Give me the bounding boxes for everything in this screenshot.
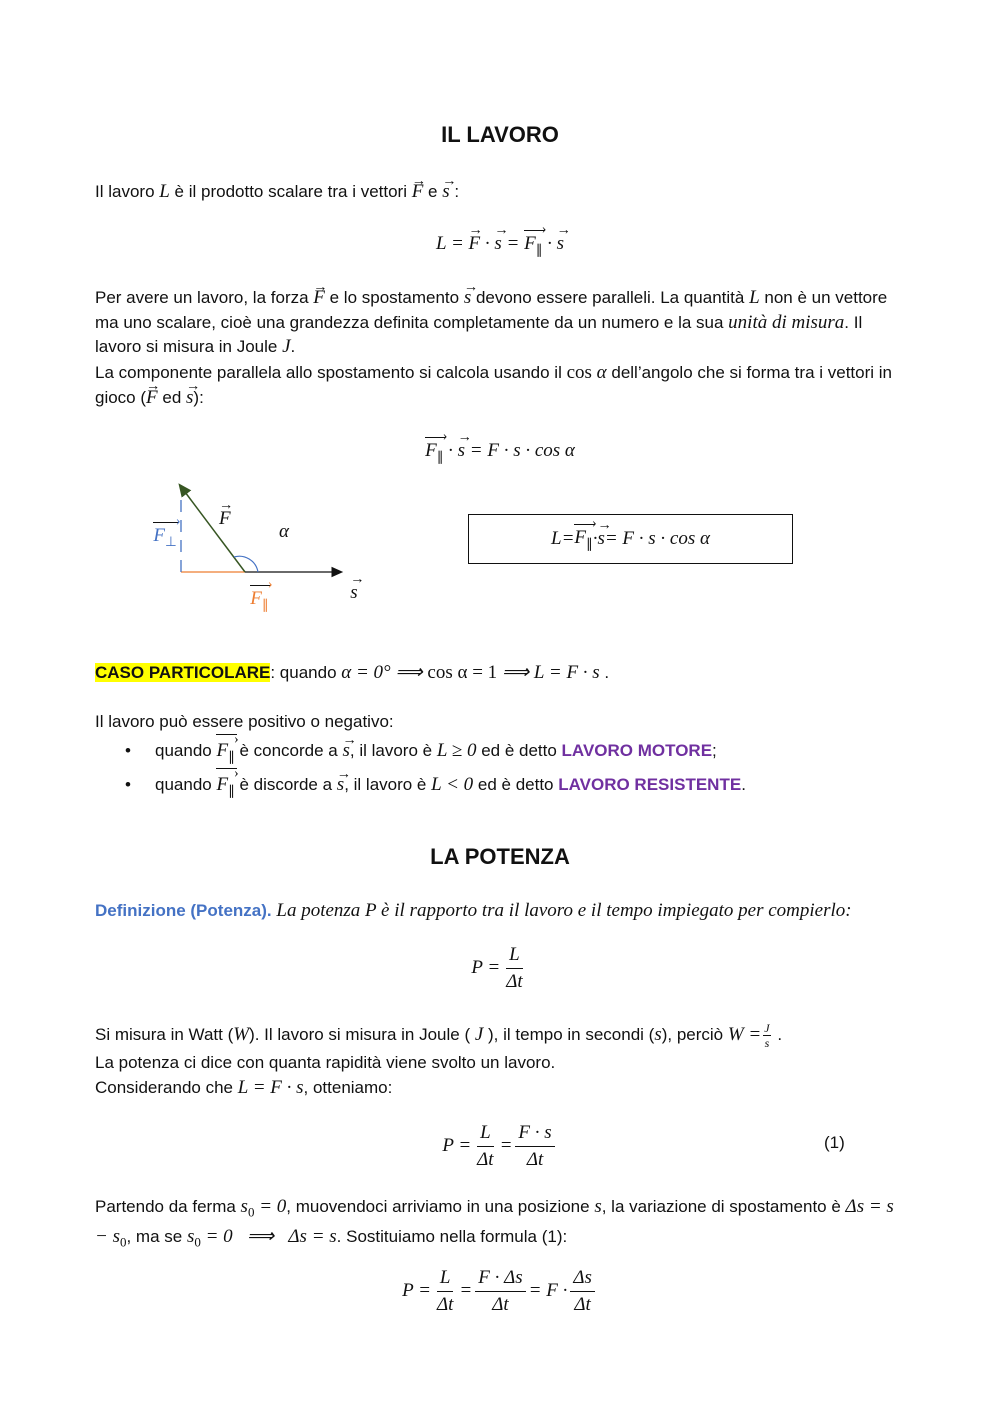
- math-s: s: [186, 1225, 195, 1247]
- math-L: L: [159, 181, 170, 202]
- text: , il lavoro è: [349, 741, 437, 760]
- text: Il lavoro: [95, 182, 160, 201]
- vector-s: → s: [458, 440, 465, 462]
- text: . Il lavoro si misura in Joule: [95, 312, 863, 356]
- math-L-Fs: ⟹ L = F · s: [501, 662, 600, 683]
- vector-F-parallel: [425, 440, 443, 465]
- definition-paragraph: [95, 899, 925, 924]
- numerator: F · s: [515, 1120, 554, 1147]
- text: , la variazione di spostamento è: [601, 1197, 846, 1216]
- text: non è un vettore ma uno scalare, cioè una grandezza definita completamente da un numero e la sua: [95, 288, 888, 332]
- equation-1: [0, 1120, 1000, 1173]
- denominator: s: [764, 1036, 770, 1050]
- text: , ma se: [126, 1226, 187, 1246]
- term-lavoro-motore: LAVORO MOTORE: [561, 741, 713, 760]
- perp-subscript: ⊥: [164, 533, 177, 549]
- denominator: Δt: [506, 971, 523, 992]
- vector-F-parallel: [524, 233, 542, 258]
- text: Si misura in Watt (: [95, 1024, 234, 1044]
- sign-list: [95, 737, 905, 805]
- vector-s: → s: [337, 771, 344, 799]
- diagram-label-F-perp: [153, 525, 176, 550]
- text: .: [741, 774, 746, 794]
- math-alpha-zero: α = 0° ⟹: [341, 662, 428, 683]
- op: =: [501, 233, 525, 254]
- vector-s: → s: [342, 737, 349, 765]
- text: ), perciò: [661, 1024, 728, 1044]
- math-W: W: [233, 1023, 250, 1045]
- text: devono essere paralleli. La quantità: [471, 288, 750, 307]
- vector-F: → F: [412, 180, 424, 205]
- math-cos: cos: [566, 362, 597, 383]
- equation-number: (1): [824, 1133, 845, 1152]
- text: ). Il lavoro si misura in Joule (: [249, 1024, 475, 1044]
- definition-text: La potenza P è il rapporto tra il lavoro e il tempo impiegato per compierlo:: [271, 900, 852, 921]
- vector-F: → F: [313, 286, 325, 311]
- force-vector: [182, 488, 245, 572]
- numerator: L: [437, 1265, 454, 1292]
- op: =: [459, 1279, 473, 1301]
- text: ):: [193, 387, 204, 407]
- text: quando: [155, 741, 217, 760]
- math-F: F: [524, 233, 536, 254]
- text: :: [449, 182, 460, 201]
- text: , otteniamo:: [303, 1078, 393, 1097]
- fraction-J-over-s: [763, 1021, 770, 1050]
- text: ed è detto: [473, 774, 559, 794]
- math-L: L: [551, 528, 562, 549]
- subscript: 0: [194, 1234, 201, 1250]
- text: dell’angolo che si forma tra i vettori in gioco (: [95, 363, 892, 407]
- math-F: F: [574, 526, 587, 548]
- op: ·: [443, 440, 458, 461]
- special-case-label: CASO PARTICOLARE: [95, 663, 271, 682]
- sign-intro: Il lavoro può essere positivo o negativo:: [95, 712, 394, 731]
- math-inequality: L < 0: [431, 773, 474, 795]
- text: ;: [712, 741, 717, 760]
- math-J: J: [282, 336, 291, 357]
- parallel-subscript: ∥: [228, 782, 235, 798]
- vector-s: → s: [186, 386, 193, 411]
- math-cos-one: cos α = 1: [427, 662, 502, 683]
- parallel-subscript: ∥: [586, 535, 593, 551]
- numerator: L: [477, 1120, 494, 1147]
- fraction: [475, 1265, 525, 1318]
- text: .: [599, 663, 610, 682]
- text: . Sostituiamo nella formula (1):: [336, 1226, 568, 1246]
- fraction: [503, 942, 525, 995]
- starting-paragraph: [95, 1195, 907, 1255]
- text: , il lavoro è: [344, 774, 432, 794]
- diagram-label-F: → F: [219, 508, 231, 530]
- vector-F: → F: [146, 386, 158, 411]
- math-alpha: α: [596, 362, 607, 383]
- parallel-subscript: ∥: [535, 241, 543, 257]
- text: .: [290, 337, 296, 356]
- list-item: [95, 737, 905, 771]
- math-J: J: [474, 1023, 484, 1045]
- math-F: F: [216, 740, 229, 761]
- text: Partendo da ferma: [95, 1197, 241, 1216]
- math-F: F: [250, 588, 262, 609]
- text: è discorde a: [234, 774, 337, 794]
- math-L: L: [749, 287, 760, 308]
- text: La componente parallela allo spostamento si calcola usando il: [95, 363, 567, 382]
- math-W: W =: [727, 1023, 762, 1045]
- text: e: [423, 182, 443, 201]
- text: Considerando che: [95, 1078, 238, 1097]
- math-F: F: [153, 525, 165, 546]
- numerator: L: [506, 942, 523, 969]
- vector-F-parallel: [216, 771, 234, 805]
- fraction: [434, 1265, 456, 1318]
- subscript: 0: [119, 1234, 127, 1250]
- op: =: [561, 528, 575, 549]
- op: = F ·: [528, 1279, 568, 1301]
- diagram-label-F-par: [250, 588, 268, 613]
- op: ·: [480, 233, 495, 254]
- equation-rest: = F · s · cos α: [604, 528, 710, 549]
- text: è concorde a: [234, 741, 343, 760]
- math-P: P =: [471, 956, 501, 978]
- denominator: Δt: [574, 1294, 591, 1315]
- term-lavoro-resistente: LAVORO RESISTENTE: [558, 774, 742, 794]
- text: ), il tempo in secondi (: [483, 1024, 655, 1044]
- math-eq: = 0: [254, 1196, 287, 1217]
- math-s: s: [240, 1196, 248, 1217]
- math-s: s: [654, 1023, 662, 1045]
- math-F: F: [425, 440, 437, 461]
- angle-arc: [234, 556, 258, 572]
- math-F: F: [216, 773, 229, 795]
- vector-s: → s: [557, 233, 564, 255]
- text: e lo spostamento: [324, 288, 464, 307]
- vector-s: → s: [442, 180, 449, 205]
- op: =: [446, 233, 469, 254]
- vector-F-parallel: [574, 527, 592, 552]
- fraction: [474, 1120, 496, 1173]
- diagram-label-alpha: α: [279, 521, 289, 542]
- numerator: J: [764, 1021, 770, 1035]
- text: ed: [157, 387, 186, 407]
- equation-2: [0, 1265, 1000, 1318]
- special-case-line: [95, 661, 905, 686]
- denominator: Δt: [436, 1294, 454, 1315]
- vector-s: → s: [494, 233, 501, 255]
- denominator: Δt: [526, 1149, 544, 1170]
- vector-F: → F: [469, 233, 481, 255]
- vector-s: → s: [464, 286, 471, 311]
- definition-label: Definizione (Potenza).: [95, 901, 272, 920]
- math-P: P =: [442, 1134, 472, 1156]
- op: =: [499, 1134, 513, 1156]
- rapidity-line: La potenza ci dice con quanta rapidità viene svolto un lavoro.: [95, 1053, 556, 1072]
- numerator: Δs: [570, 1265, 595, 1292]
- op: ·: [542, 233, 557, 254]
- math-P: P =: [402, 1279, 431, 1301]
- denominator: Δt: [477, 1149, 494, 1170]
- text: ed è detto: [476, 741, 562, 760]
- math-L: L: [435, 233, 447, 254]
- diagram-label-s: → s: [350, 582, 357, 604]
- list-item: [95, 771, 905, 805]
- fraction: [515, 1120, 554, 1173]
- text: .: [772, 1024, 783, 1044]
- unit-paragraph: [95, 1021, 905, 1050]
- fraction: [570, 1265, 595, 1318]
- math-s: s: [594, 1196, 602, 1217]
- vector-F-parallel: [216, 737, 234, 771]
- subscript: 0: [247, 1204, 255, 1220]
- text: , muovendoci arriviamo in una posizione: [286, 1197, 595, 1216]
- section-title-lavoro: IL LAVORO: [441, 122, 559, 147]
- parallel-subscript: ∥: [228, 748, 235, 764]
- boxed-equation: [468, 514, 793, 564]
- paragraph-parallel: [95, 286, 905, 360]
- parallel-subscript: ∥: [436, 448, 444, 464]
- math-implication: = 0 ⟹ Δs = s: [200, 1225, 337, 1247]
- parallel-subscript: ∥: [261, 596, 269, 612]
- math-delta-s: Δs = s − s: [95, 1196, 894, 1247]
- italic-unita-di-misura: unità di misura: [728, 311, 845, 333]
- equation-power-definition: [0, 942, 1000, 995]
- math-inequality: L ≥ 0: [436, 740, 477, 761]
- text: Per avere un lavoro, la forza: [95, 288, 314, 307]
- text: quando: [155, 774, 217, 794]
- numerator: F · Δs: [475, 1265, 525, 1292]
- intro-paragraph: [95, 180, 905, 205]
- op: ·: [592, 528, 598, 549]
- equation-parallel-component: [0, 440, 1000, 465]
- math-L-Fs: L = F · s: [237, 1077, 304, 1098]
- text: è il prodotto scalare tra i vettori: [169, 182, 412, 201]
- paragraph-component: [95, 361, 905, 410]
- denominator: Δt: [492, 1294, 509, 1315]
- section-title-potenza: LA POTENZA: [430, 844, 570, 869]
- text: : quando: [270, 663, 342, 682]
- equation-rest: = F · s · cos α: [465, 440, 575, 461]
- vector-s: → s: [597, 528, 604, 550]
- considering-line: [95, 1076, 905, 1101]
- equation-work-definition: [0, 233, 1000, 258]
